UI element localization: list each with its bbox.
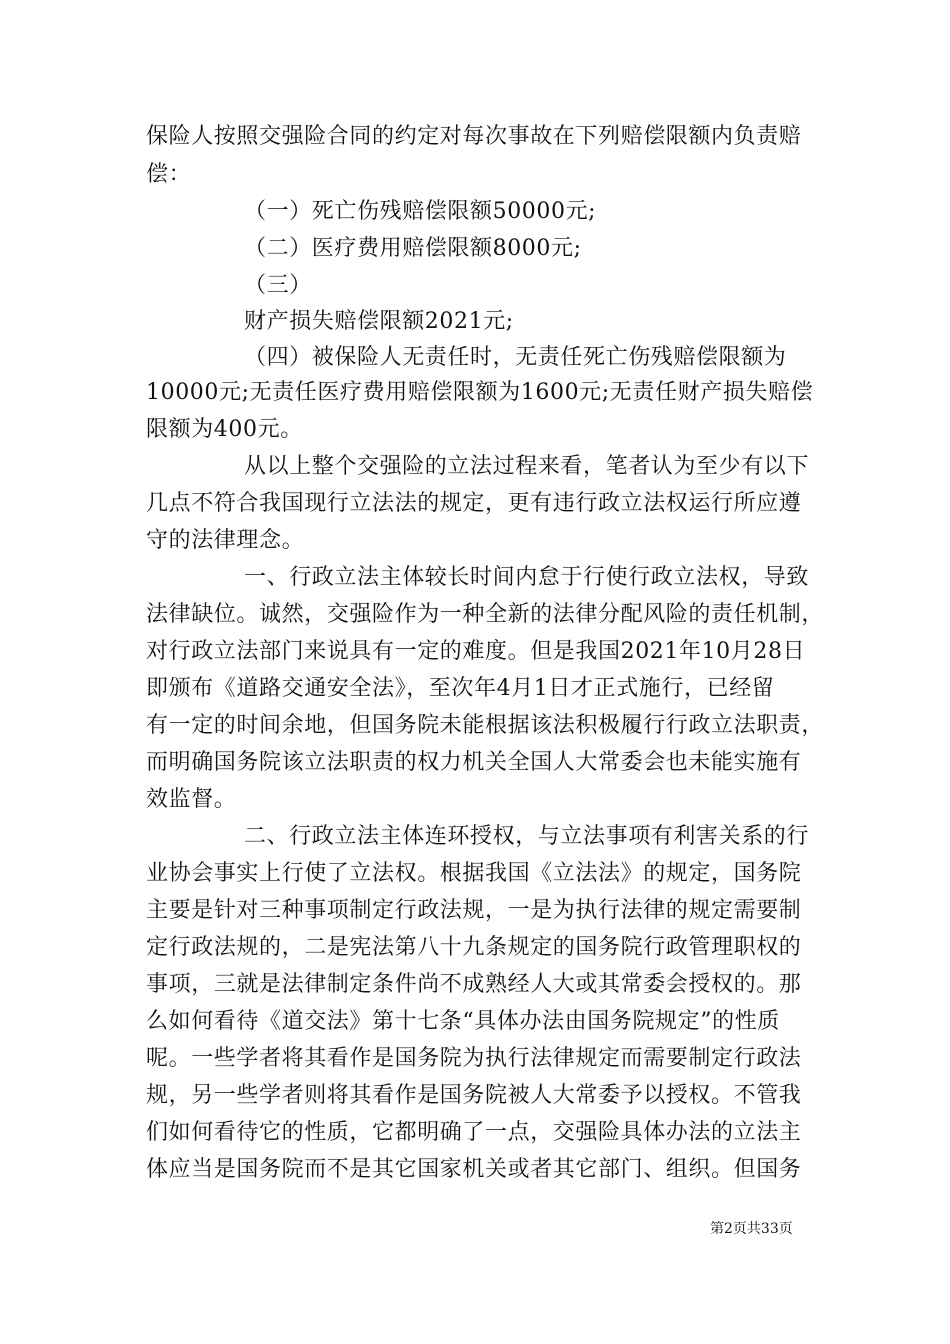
page-number: 第2页共33页 xyxy=(710,1221,793,1237)
text-line: 有一定的时间余地，但国务院未能根据该法积极履行行政立法职责， xyxy=(146,713,825,738)
text-line: 对行政立法部门来说具有一定的难度。但是我国2021年10月28日 xyxy=(146,639,806,664)
text-line: 效监督。 xyxy=(146,787,237,812)
text-line: 体应当是国务院而不是其它国家机关或者其它部门、组织。但国务 xyxy=(146,1157,802,1182)
text-line: 保险人按照交强险合同的约定对每次事故在下列赔偿限额内负责赔 xyxy=(146,124,802,149)
text-line: 偿： xyxy=(146,162,192,187)
text-line: 规，另一些学者则将其看作是国务院被人大常委予以授权。不管我 xyxy=(146,1083,802,1108)
text-line: 业协会事实上行使了立法权。根据我国《立法法》的规定，国务院 xyxy=(146,861,802,886)
text-line: （一）死亡伤残赔偿限额50000元; xyxy=(244,199,597,224)
text-line: 即颁布《道路交通安全法》，至次年4月1日才正式施行，已经留 xyxy=(146,676,775,701)
text-line: 财产损失赔偿限额2021元; xyxy=(244,309,514,334)
text-line: （四）被保险人无责任时，无责任死亡伤残赔偿限额为 xyxy=(244,345,787,370)
text-line: 二、行政立法主体连环授权，与立法事项有利害关系的行 xyxy=(244,824,810,849)
text-line: 事项，三就是法律制定条件尚不成熟经人大或其常委会授权的。那 xyxy=(146,972,802,997)
text-line: 法律缺位。诚然，交强险作为一种全新的法律分配风险的责任机制， xyxy=(146,602,825,627)
text-line: 定行政法规的，二是宪法第八十九条规定的国务院行政管理职权的 xyxy=(146,935,802,960)
text-line: 守的法律理念。 xyxy=(146,528,305,553)
text-line: 们如何看待它的性质，它都明确了一点，交强险具体办法的立法主 xyxy=(146,1120,802,1145)
text-line: 从以上整个交强险的立法过程来看，笔者认为至少有以下 xyxy=(244,454,810,479)
text-line: 呢。一些学者将其看作是国务院为执行法律规定而需要制定行政法 xyxy=(146,1046,802,1071)
text-line: 10000元;无责任医疗费用赔偿限额为1600元;无责任财产损失赔偿 xyxy=(146,380,814,405)
text-line: （二）医疗费用赔偿限额8000元; xyxy=(244,236,582,261)
text-line: 一、行政立法主体较长时间内怠于行使行政立法权，导致 xyxy=(244,565,810,590)
text-line: 么如何看待《道交法》第十七条“具体办法由国务院规定”的性质 xyxy=(146,1009,780,1034)
text-line: 几点不符合我国现行立法法的规定，更有违行政立法权运行所应遵 xyxy=(146,491,802,516)
text-line: 限额为400元。 xyxy=(146,417,303,442)
text-line: 主要是针对三种事项制定行政法规，一是为执行法律的规定需要制 xyxy=(146,898,802,923)
text-line: （三） xyxy=(244,273,312,298)
text-line: 而明确国务院该立法职责的权力机关全国人大常委会也未能实施有 xyxy=(146,750,802,775)
